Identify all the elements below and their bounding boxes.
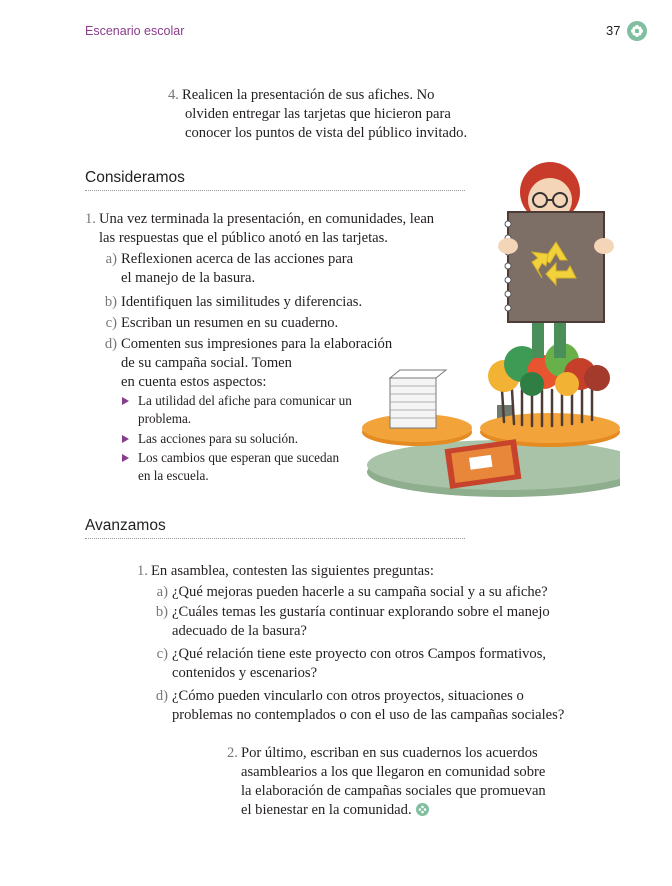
item-letter: b) [155, 604, 168, 620]
item-number: 1. [85, 211, 96, 227]
item-line: ¿Qué relación tiene este proyecto con otros Campos formativos, [172, 646, 547, 662]
consideramos-subitem-d [101, 335, 392, 392]
intro-line-2: olviden entregar las tarjetas que hicieron para [185, 106, 451, 122]
item-text: Escriban un resumen en su cuaderno. [121, 315, 339, 331]
item-line: el manejo de la basura. [121, 270, 256, 286]
avanzamos-item-1 [137, 562, 434, 581]
item-line: Reflexionen acerca de las acciones para [121, 251, 354, 267]
page-number: 37 [606, 23, 621, 38]
list-item: Las acciones para su solución. [120, 430, 353, 448]
section-heading-avanzamos: Avanzamos [85, 517, 465, 539]
item-text: En asamblea, contesten las siguientes preguntas: [151, 563, 434, 579]
item-line: el bienestar en la comunidad. [241, 802, 412, 818]
item-line: en cuenta estos aspectos: [121, 374, 267, 390]
item-number: 2. [227, 745, 238, 761]
item-line: Una vez terminada la presentación, en comunidades, lean [99, 211, 435, 227]
item-line: de su campaña social. Tomen [121, 355, 292, 371]
list-item: Los cambios que esperan que sucedan en la escuela. [120, 449, 353, 486]
avanzamos-subitem-a [152, 583, 548, 602]
item-text: ¿Qué mejoras pueden hacerle a su campaña social y a su afiche? [172, 584, 548, 600]
item-line: problemas no contemplados o con el uso de las campañas sociales? [172, 707, 565, 723]
consideramos-subitem-b [101, 293, 362, 312]
item-number: 4. [168, 87, 179, 103]
item-line: contenidos y escenarios? [172, 665, 318, 681]
item-line: ¿Cómo pueden vincularlo con otros proyectos, situaciones o [172, 688, 524, 704]
consideramos-subitem-c [101, 314, 338, 333]
consideramos-subitem-a [101, 250, 353, 288]
flower-badge-icon [627, 21, 647, 41]
item-line: adecuado de la basura? [172, 623, 307, 639]
item-letter: c) [105, 315, 117, 331]
item-number: 1. [137, 563, 148, 579]
item-line: asamblearios a los que llegaron en comunidad sobre [241, 764, 546, 780]
avanzamos-subitem-d [152, 687, 564, 725]
list-item: La utilidad del afiche para comunicar un problema. [120, 392, 353, 429]
item-line: ¿Cuáles temas les gustaría continuar explorando sobre el manejo [172, 604, 550, 620]
intro-line-1: Realicen la presentación de sus afiches. No [182, 87, 435, 103]
item-letter: c) [156, 646, 168, 662]
intro-item [168, 86, 467, 143]
avanzamos-subitem-b [152, 603, 550, 641]
item-line: las respuestas que el público anotó en las tarjetas. [99, 230, 388, 246]
item-letter: d) [155, 688, 168, 704]
flower-end-icon [416, 803, 429, 816]
intro-line-3: conocer los puntos de vista del público invitado. [185, 125, 468, 141]
item-letter: b) [104, 294, 117, 310]
section-heading-consideramos: Consideramos [85, 169, 465, 191]
item-letter: d) [104, 336, 117, 352]
item-line: Por último, escriban en sus cuadernos los acuerdos [241, 745, 538, 761]
aspects-list [120, 392, 353, 486]
item-letter: a) [105, 251, 117, 267]
item-letter: a) [156, 584, 168, 600]
running-header: Escenario escolar [85, 24, 185, 38]
item-text: Identifiquen las similitudes y diferencias. [121, 294, 363, 310]
recycling-balance-illustration [362, 150, 620, 502]
item-line: la elaboración de campañas sociales que promuevan [241, 783, 546, 799]
avanzamos-subitem-c [152, 645, 546, 683]
avanzamos-item-2 [227, 744, 546, 820]
item-line: Comenten sus impresiones para la elaboración [121, 336, 393, 352]
